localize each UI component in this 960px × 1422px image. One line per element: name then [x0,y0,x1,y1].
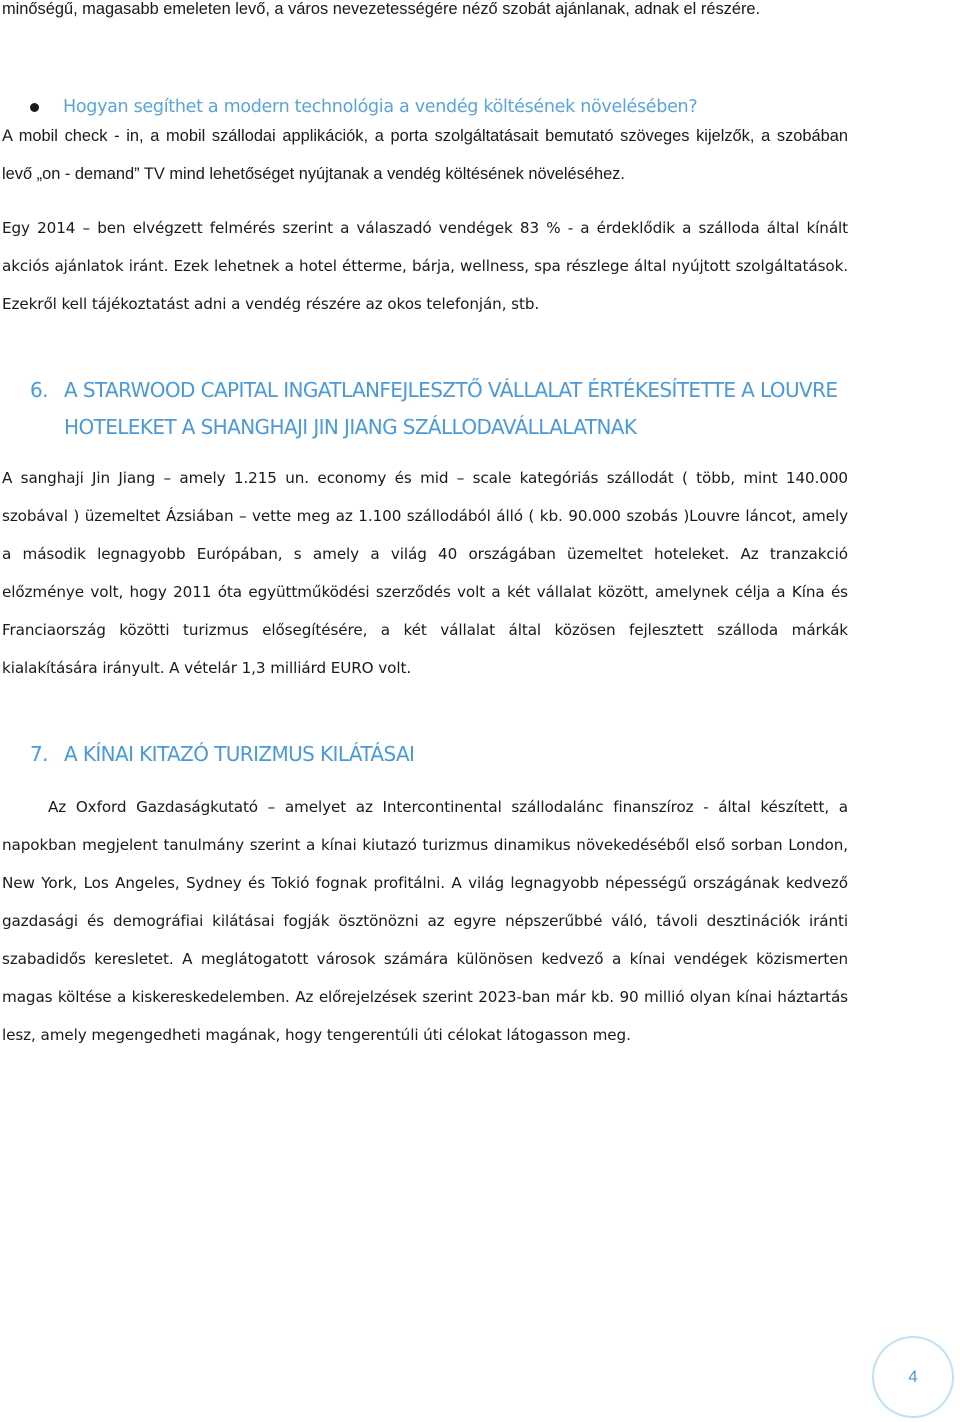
section-7-body [2,788,848,1054]
section-7-title: A KÍNAI KITAZÓ TURIZMUS KILÁTÁSAI [64,742,415,766]
section-7-number: 7. [30,742,48,766]
technology-paragraph: A mobil check - in, a mobil szállodai applikációk, a porta szolgáltatásait bemutató szöveges kijelzők, a szobában levő „on - demand” TV mind lehetőséget nyújtanak a vendég költésének növeléséhez. [2,127,848,183]
survey-paragraph: Egy 2014 – ben elvégzett felmérés szerint a válaszadó vendégek 83 % - a érdeklődik a szálloda által kínált akciós ajánlatok iránt. Ezek lehetnek a hotel étterme, bárja, wellness, spa részlege által nyújtott szolgáltatások. Ezekről kell tájékoztatást adni a vendég részére az okos telefonján, stb. [2,219,848,313]
page-number: 4 [908,1367,918,1386]
bullet-dot-icon [30,103,39,112]
section-6-heading [30,372,864,446]
section-6-title: A STARWOOD CAPITAL INGATLANFEJLESZTŐ VÁLLALAT ÉRTÉKESÍTETTE A LOUVRE HOTELEKET A SHANGHAJI JIN JIANG SZÁLLODAVÁLLALATNAK [64,378,838,439]
bullet-question-text: Hogyan segíthet a modern technológia a vendég költésének növelésében? [63,97,698,117]
section-6-body: A sanghaji Jin Jiang – amely 1.215 un. economy és mid – scale kategóriás szállodát ( több, mint 140.000 szobával ) üzemeltet Ázsiában – vette meg az 1.100 szállodából álló ( kb. 90.000 szobás )Louvre láncot, amely a második legnagyobb Európában, s amely a világ 40 országában üzemeltet hoteleket. Az tranzakció előzménye volt, hogy 2011 óta együttműködési szerződés volt a két vállalat között, amelynek célja a Kína és Franciaország közötti turizmus elősegítésére, a két vállalat által közösen fejlesztett szálloda márkák kialakítására irányult. A vételár 1,3 milliárd EURO volt. [2,469,848,677]
intro-tail-paragraph: minőségű, magasabb emeleten levő, a város nevezetességére néző szobát ajánlanak, adnak el részére. [2,0,761,18]
section-6-number: 6. [30,378,48,402]
page-number-badge [872,1336,954,1418]
section-7-body-text: Az Oxford Gazdaságkutató – amelyet az Intercontinental szállodalánc finanszíroz - által készített, a napokban megjelent tanulmány szerint a kínai kiutazó turizmus dinamikus növekedéséből első sorban London, New York, Los Angeles, Sydney és Tokió fognak profitálni. A világ legnagyobb népességű országának kedvező gazdasági és demográfiai kilátásai fogják ösztönözni az egyre népszerűbbé váló, távoli desztinációk iránti szabadidős keresletet. A meglátogatott városok számára különösen kedvező a kínai vendégek közismerten magas költése a kiskereskedelemben. Az előrejelzések szerint 2023-ban már kb. 90 millió olyan kínai háztartás lesz, amely megengedheti magának, hogy tengerentúli úti célokat látogasson meg. [2,798,848,1044]
section-7-heading [30,736,864,773]
